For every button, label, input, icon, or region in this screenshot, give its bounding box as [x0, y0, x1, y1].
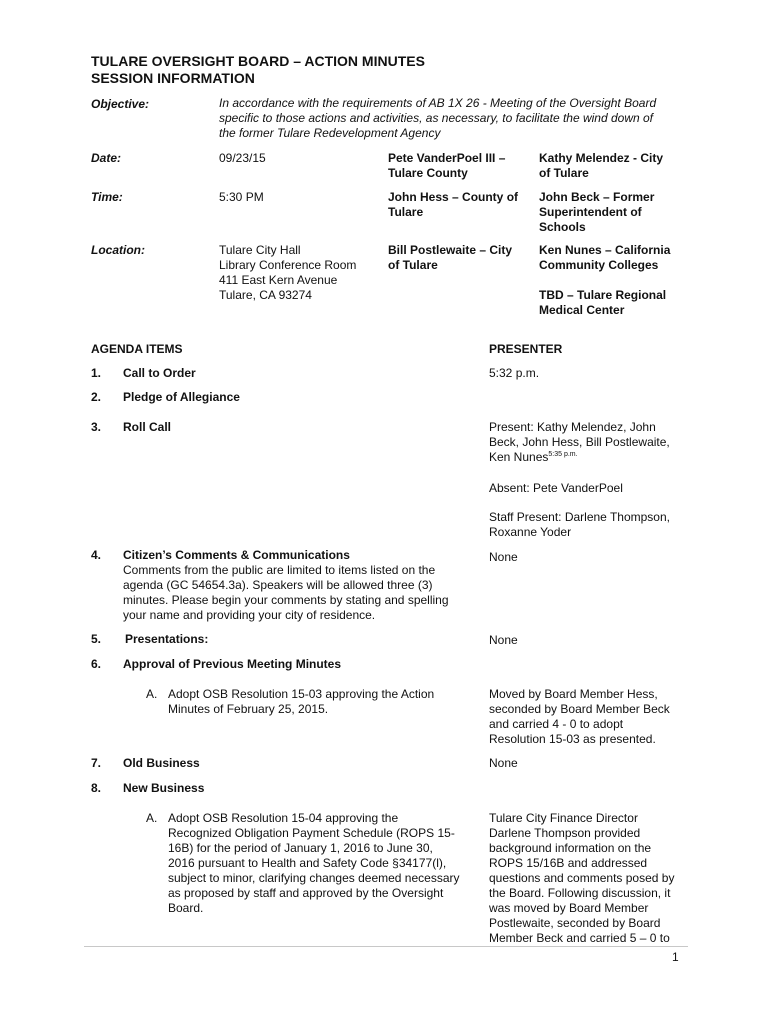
location-value: Tulare City Hall Library Conference Room 411 East Kern Avenue Tulare, CA 93274	[219, 243, 357, 302]
roll-call-present-names: Present: Kathy Melendez, John Beck, John Hess, Bill Postlewaite,	[489, 420, 670, 449]
sub-item-text: Adopt OSB Resolution 15-03 approving the Action Minutes of February 25, 2015.	[168, 687, 435, 716]
agenda-item-title: Pledge of Allegiance	[123, 390, 240, 404]
document-title: TULARE OVERSIGHT BOARD – ACTION MINUTES	[91, 53, 425, 69]
agenda-item-title: Citizen’s Comments & Communications	[123, 548, 350, 562]
location-label: Location:	[91, 243, 145, 257]
agenda-heading: AGENDA ITEMS	[91, 342, 183, 356]
time-label: Time:	[91, 190, 123, 204]
agenda-item-presenter: None	[489, 756, 518, 770]
agenda-item-number: 1.	[91, 366, 102, 380]
agenda-item-presenter: 5:32 p.m.	[489, 366, 540, 380]
agenda-item-title: Presentations:	[125, 632, 209, 646]
agenda-item-title: Roll Call	[123, 420, 172, 434]
sub-item-action: Tulare City Finance Director Darlene Thompson provided background information on the ROPS 15/16B and addressed questions and comments posed by the Board. Following discussion, it was moved by Board Member Postlewaite, seconded by Board Member Beck and carried 5 – 0 to	[489, 811, 675, 945]
agenda-item-presenter: None	[489, 550, 518, 564]
objective-label: Objective:	[91, 97, 150, 111]
presenter-heading: PRESENTER	[489, 342, 563, 356]
agenda-item-title: Call to Order	[123, 366, 196, 380]
sub-item-action: Moved by Board Member Hess, seconded by Board Member Beck and carried 4 - 0 to adopt Resolution 15-03 as presented.	[489, 687, 670, 746]
agenda-item-number: 6.	[91, 657, 102, 671]
page-number: 1	[672, 950, 679, 964]
section-title: SESSION INFORMATION	[91, 70, 255, 86]
agenda-item-number: 8.	[91, 781, 102, 795]
objective-text: In accordance with the requirements of AB 1X 26 - Meeting of the Oversight Board specific to those actions and activities, as necessary, to facilitate the wind down of the former Tulare Redevelopment Agency	[219, 96, 657, 140]
roll-call-present	[489, 420, 694, 467]
agenda-item-title: New Business	[123, 781, 205, 795]
agenda-item-number: 4.	[91, 548, 102, 562]
roll-call-absent: Absent: Pete VanderPoel	[489, 481, 623, 495]
roll-call-late-member: Ken Nunes	[489, 450, 549, 464]
board-member: Ken Nunes – California Community Colleges	[539, 243, 671, 272]
date-value: 09/23/15	[219, 151, 266, 165]
agenda-item-title: Old Business	[123, 756, 200, 770]
footer-divider	[84, 946, 688, 947]
board-member: John Hess – County of Tulare	[388, 190, 519, 219]
sub-item-label: A.	[146, 811, 158, 825]
board-member: Bill Postlewaite – City of Tulare	[388, 243, 513, 272]
agenda-item-number: 2.	[91, 390, 102, 404]
sub-item-text: Adopt OSB Resolution 15-04 approving the Recognized Obligation Payment Schedule (ROPS 15- 16B) for the period of January 1, 2016 to June 30, 2016 pursuant to Health and Safety Code §34177(l), subject to minor, clarifying changes deemed necessary as proposed by staff and approved by the Oversight Board.	[168, 811, 460, 915]
board-member: Kathy Melendez - City of Tulare	[539, 151, 664, 180]
date-label: Date:	[91, 151, 122, 165]
agenda-item-number: 7.	[91, 756, 102, 770]
board-member: TBD – Tulare Regional Medical Center	[539, 288, 667, 317]
roll-call-staff: Staff Present: Darlene Thompson, Roxanne Yoder	[489, 510, 670, 539]
agenda-item-number: 5.	[91, 632, 102, 646]
board-member: Pete VanderPoel III – Tulare County	[388, 151, 506, 180]
agenda-item-title: Approval of Previous Meeting Minutes	[123, 657, 342, 671]
roll-call-arrival-time: 5:35 p.m.	[548, 451, 578, 458]
time-value: 5:30 PM	[219, 190, 264, 204]
sub-item-label: A.	[146, 687, 158, 701]
board-member: John Beck – Former Superintendent of Schools	[539, 190, 655, 234]
agenda-item-presenter: None	[489, 633, 518, 647]
roll-call-present-last	[489, 450, 694, 467]
agenda-item-description: Comments from the public are limited to items listed on the agenda (GC 54654.3a). Speakers will be allowed three (3) minutes. Please begin your comments by stating and spelling your name and providing your city of residence.	[123, 563, 449, 622]
agenda-item-number: 3.	[91, 420, 102, 434]
